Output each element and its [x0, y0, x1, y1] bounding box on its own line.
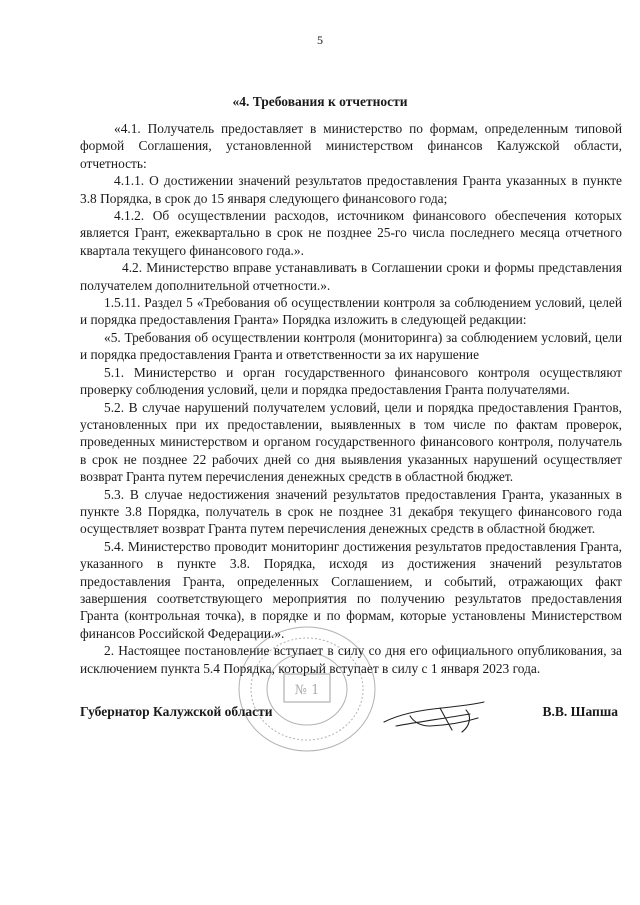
paragraph-5-1: 5.1. Министерство и орган государственного финансового контроля осуществляют проверку соблюдения условий, цели и порядка предоставления Гранта получателями. [80, 364, 622, 398]
stamp-number: № 1 [294, 683, 320, 698]
paragraph-5-3: 5.3. В случае недостижения значений результатов предоставления Гранта, указанных в пункте 3.8 Порядка, получатель в срок не позднее 31 декабря текущего финансового года осуществляет возврат Гранта путем перечисления денежных средств в областной бюджет. [80, 486, 622, 537]
paragraph-4-1: «4.1. Получатель предоставляет в министерство по формам, определенным типовой формой Соглашения, установленной министерством финансов Калужской области, отчетность: [80, 121, 622, 171]
paragraph-5-2: 5.2. В случае нарушений получателем условий, цели и порядка предоставления Грантов, установленных при их предоставлении, выявленных в том числе по фактам проверок, проведенных министерством и органом государственного финансового контроля, получатель в срок не позднее 22 рабочих дней со дня выявления указанных нарушений осуществляет возврат Гранта путем перечисления денежных средств в областной бюджет. [80, 399, 622, 485]
page-number: 5 [317, 33, 323, 47]
paragraph-4-1-2: 4.1.2. Об осуществлении расходов, источником финансового обеспечения которых является Грант, ежеквартально в срок не позднее 25-го числа последнего месяца отчетного квартала текущего финансового года.». [80, 208, 622, 258]
paragraph-section-5-heading: «5. Требования об осуществлении контроля (мониторинга) за соблюдением условий, цели и порядка предоставления Гранта и ответственности за их нарушение [80, 329, 622, 363]
paragraph-2: 2. Настоящее постановление вступает в силу со дня его официального опубликования, за исключением пункта 5.4 Порядка, который вступает в силу с 1 января 2023 года. [80, 643, 622, 676]
paragraph-4-2: 4.2. Министерство вправе устанавливать в Соглашении сроки и формы представления получателем дополнительной отчетности.». [80, 260, 622, 293]
paragraph-1-5-11: 1.5.11. Раздел 5 «Требования об осуществлении контроля за соблюдением условий, целей и порядка предоставления Гранта» Порядка изложить в следующей редакции: [80, 295, 622, 328]
official-stamp [232, 622, 382, 757]
paragraph-4-1-1: 4.1.1. О достижении значений результатов предоставления Гранта указанных в пункте 3.8 Порядка, в срок до 15 января следующего финансового года; [80, 173, 622, 206]
handwritten-signature [380, 692, 490, 742]
paragraph-5-4: 5.4. Министерство проводит мониторинг достижения результатов предоставления Гранта, указанного в пункте 3.8. Порядка, исходя из достижения значений результатов предоставления Гранта, определенных Соглашением, и событий, отражающих факт завершения соответствующего мероприятия по получению результатов предоставления Гранта (контрольная точка), в порядке и по формам, которые установлены Министерством финансов Российской Федерации.». [80, 538, 622, 641]
section-title: «4. Требования к отчетности [232, 94, 408, 109]
signatory-name: В.В. Шапша [542, 704, 618, 719]
signatory-position: Губернатор Калужской области [80, 704, 273, 719]
document-body [80, 120, 622, 677]
